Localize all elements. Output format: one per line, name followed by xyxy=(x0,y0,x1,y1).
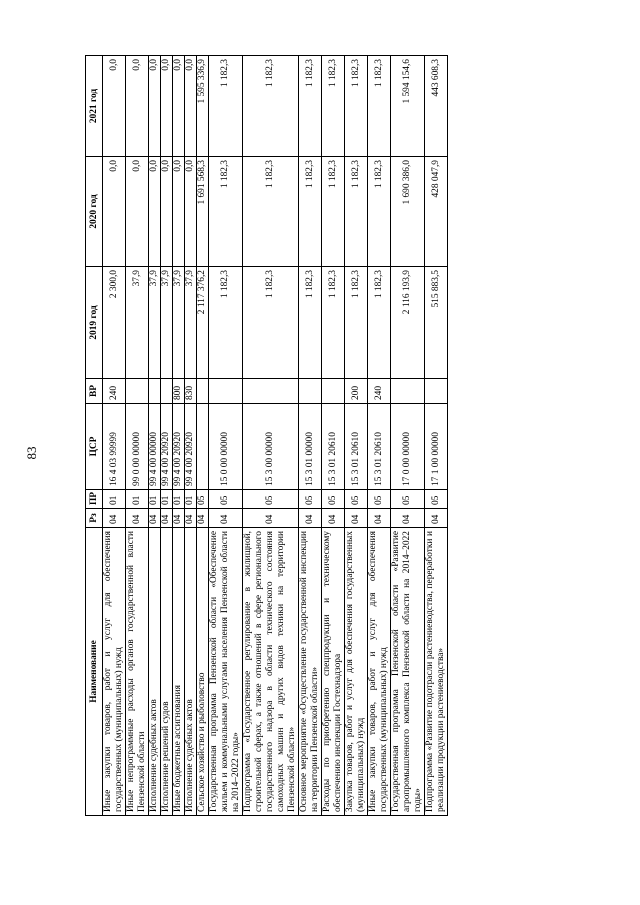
cell-rz: 04 xyxy=(126,509,149,528)
cell-2021: 1 182,3 xyxy=(243,56,299,157)
cell-rz: 04 xyxy=(391,509,425,528)
cell-2020: 1 182,3 xyxy=(368,157,391,267)
cell-pr: 01 xyxy=(126,490,149,509)
cell-name: Сельское хозяйство и рыболовство xyxy=(197,528,209,816)
cell-2021: 0,0 xyxy=(126,56,149,157)
cell-2021: 1 182,3 xyxy=(299,56,322,157)
table-row xyxy=(103,56,126,816)
cell-pr: 05 xyxy=(391,490,425,509)
header-vr: ВР xyxy=(86,379,103,404)
cell-2019: 37,9 xyxy=(161,267,173,379)
cell-2019: 37,9 xyxy=(126,267,149,379)
cell-2020: 1 182,3 xyxy=(345,157,368,267)
cell-pr: 05 xyxy=(209,490,243,509)
cell-rz: 04 xyxy=(425,509,448,528)
cell-2021: 443 608,3 xyxy=(425,56,448,157)
cell-vr: 240 xyxy=(368,379,391,404)
cell-name: Исполнение судебных актов xyxy=(149,528,161,816)
cell-2020: 0,0 xyxy=(173,157,185,267)
cell-pr: 01 xyxy=(173,490,185,509)
cell-vr xyxy=(161,379,173,404)
table-header xyxy=(86,56,103,816)
cell-pr: 01 xyxy=(103,490,126,509)
cell-2020: 428 047,9 xyxy=(425,157,448,267)
cell-name: Подпрограмма «Развитие подотрасли растениеводства, переработки и реализации продукции растениеводства» xyxy=(425,528,448,816)
cell-2020: 0,0 xyxy=(161,157,173,267)
cell-rz: 04 xyxy=(173,509,185,528)
cell-2021: 1 182,3 xyxy=(368,56,391,157)
cell-csr: 15 3 01 20610 xyxy=(322,404,345,490)
cell-pr: 05 xyxy=(197,490,209,509)
cell-2021: 1 594 154,6 xyxy=(391,56,425,157)
cell-vr: 830 xyxy=(185,379,197,404)
cell-vr: 240 xyxy=(103,379,126,404)
cell-2020: 0,0 xyxy=(185,157,197,267)
cell-name: Подпрограмма «Государственное регулирование в жилищной, строительной сферах, а также отношений в сфере регионального государственного надзора в области технического состояния самоходных машин и других видов техники на территории Пензенской области» xyxy=(243,528,299,816)
cell-2021: 0,0 xyxy=(173,56,185,157)
cell-2020: 1 182,3 xyxy=(299,157,322,267)
budget-table xyxy=(85,55,448,816)
cell-pr: 01 xyxy=(185,490,197,509)
table-row xyxy=(391,56,425,816)
cell-2021: 1 182,3 xyxy=(322,56,345,157)
cell-2019: 37,9 xyxy=(149,267,161,379)
cell-2020: 1 182,3 xyxy=(243,157,299,267)
cell-vr xyxy=(425,379,448,404)
cell-csr: 99 4 00 00000 xyxy=(149,404,161,490)
cell-name: Исполнение решений судов xyxy=(161,528,173,816)
table-row xyxy=(299,56,322,816)
cell-2020: 0,0 xyxy=(126,157,149,267)
cell-name: Расходы по приобретению спецпродукции и техническому обеспечению инспекции Гостехнадзора xyxy=(322,528,345,816)
cell-vr xyxy=(243,379,299,404)
cell-rz: 04 xyxy=(322,509,345,528)
rotated-table-container xyxy=(85,56,545,816)
cell-vr xyxy=(391,379,425,404)
table-row xyxy=(322,56,345,816)
cell-csr xyxy=(197,404,209,490)
cell-2019: 1 182,3 xyxy=(322,267,345,379)
cell-pr: 05 xyxy=(322,490,345,509)
cell-pr: 05 xyxy=(345,490,368,509)
header-csr: ЦСР xyxy=(86,404,103,490)
cell-rz: 04 xyxy=(243,509,299,528)
cell-pr: 05 xyxy=(299,490,322,509)
cell-vr xyxy=(126,379,149,404)
cell-2021: 1 182,3 xyxy=(345,56,368,157)
cell-csr: 99 4 00 20920 xyxy=(173,404,185,490)
cell-vr xyxy=(197,379,209,404)
cell-2021: 1 182,3 xyxy=(209,56,243,157)
cell-2019: 37,9 xyxy=(173,267,185,379)
header-rz: Рз xyxy=(86,509,103,528)
cell-csr: 99 4 00 20920 xyxy=(161,404,173,490)
cell-rz: 04 xyxy=(299,509,322,528)
cell-name: Иные непрограммные расходы органов государственной власти Пензенской области xyxy=(126,528,149,816)
cell-csr: 15 3 01 20610 xyxy=(345,404,368,490)
table-body xyxy=(103,56,448,816)
cell-vr: 800 xyxy=(173,379,185,404)
table-row xyxy=(149,56,161,816)
cell-rz: 04 xyxy=(103,509,126,528)
cell-name: Иные бюджетные ассигнования xyxy=(173,528,185,816)
header-2021: 2021 год xyxy=(86,56,103,157)
cell-pr: 05 xyxy=(425,490,448,509)
cell-csr: 15 0 00 00000 xyxy=(209,404,243,490)
cell-name: Государственная программа Пензенской области «Обеспечение жильем и коммунальными услугами населения Пензенской области на 2014–2022 годы» xyxy=(209,528,243,816)
cell-rz: 04 xyxy=(345,509,368,528)
cell-2020: 1 182,3 xyxy=(322,157,345,267)
table-row xyxy=(185,56,197,816)
header-name: Наименование xyxy=(86,528,103,816)
cell-rz: 04 xyxy=(161,509,173,528)
cell-2020: 0,0 xyxy=(103,157,126,267)
cell-rz: 04 xyxy=(209,509,243,528)
cell-2019: 2 300,0 xyxy=(103,267,126,379)
cell-2021: 1 595 336,9 xyxy=(197,56,209,157)
cell-name: Государственная программа Пензенской области «Развитие агропромышленного комплекса Пензенской области на 2014–2022 годы» xyxy=(391,528,425,816)
cell-csr: 15 3 01 00000 xyxy=(299,404,322,490)
cell-2021: 0,0 xyxy=(185,56,197,157)
cell-2021: 0,0 xyxy=(161,56,173,157)
page-number: 83 xyxy=(24,446,39,460)
header-2019: 2019 год xyxy=(86,267,103,379)
cell-2020: 1 182,3 xyxy=(209,157,243,267)
cell-2020: 1 691 568,3 xyxy=(197,157,209,267)
cell-2021: 0,0 xyxy=(103,56,126,157)
table-row xyxy=(126,56,149,816)
cell-2019: 1 182,3 xyxy=(299,267,322,379)
cell-rz: 04 xyxy=(149,509,161,528)
cell-name: Иные закупки товаров, работ и услуг для обеспечения государственных (муниципальных) нужд xyxy=(103,528,126,816)
table-row xyxy=(243,56,299,816)
cell-2019: 1 182,3 xyxy=(345,267,368,379)
cell-rz: 04 xyxy=(368,509,391,528)
cell-2021: 0,0 xyxy=(149,56,161,157)
header-pr: ПР xyxy=(86,490,103,509)
cell-name: Основное мероприятие «Осуществление государственной инспекции на территории Пензенской области» xyxy=(299,528,322,816)
cell-rz: 04 xyxy=(197,509,209,528)
cell-name: Исполнение судебных актов xyxy=(185,528,197,816)
cell-csr: 17 0 00 00000 xyxy=(391,404,425,490)
cell-name: Иные закупки товаров, работ и услуг для обеспечения государственных (муниципальных) нужд xyxy=(368,528,391,816)
table-row xyxy=(197,56,209,816)
cell-pr: 01 xyxy=(149,490,161,509)
cell-csr: 99 4 00 20920 xyxy=(185,404,197,490)
cell-pr: 05 xyxy=(243,490,299,509)
cell-vr xyxy=(149,379,161,404)
cell-2019: 2 116 193,9 xyxy=(391,267,425,379)
cell-2019: 37,9 xyxy=(185,267,197,379)
cell-vr xyxy=(322,379,345,404)
cell-csr: 17 1 00 00000 xyxy=(425,404,448,490)
cell-pr: 05 xyxy=(368,490,391,509)
cell-vr xyxy=(209,379,243,404)
cell-2020: 0,0 xyxy=(149,157,161,267)
table-row xyxy=(368,56,391,816)
cell-csr: 16 4 03 99999 xyxy=(103,404,126,490)
header-2020: 2020 год xyxy=(86,157,103,267)
cell-csr: 15 3 01 20610 xyxy=(368,404,391,490)
table-row xyxy=(173,56,185,816)
table-row xyxy=(209,56,243,816)
table-row xyxy=(425,56,448,816)
cell-2019: 2 117 376,2 xyxy=(197,267,209,379)
table-row xyxy=(345,56,368,816)
header-row xyxy=(86,56,103,816)
cell-rz: 04 xyxy=(185,509,197,528)
cell-2019: 515 883,5 xyxy=(425,267,448,379)
cell-2019: 1 182,3 xyxy=(243,267,299,379)
cell-2019: 1 182,3 xyxy=(368,267,391,379)
cell-vr: 200 xyxy=(345,379,368,404)
cell-csr: 15 3 00 00000 xyxy=(243,404,299,490)
cell-vr xyxy=(299,379,322,404)
cell-name: Закупка товаров, работ и услуг для обеспечения государственных (муниципальных) нужд xyxy=(345,528,368,816)
table-row xyxy=(161,56,173,816)
cell-2020: 1 690 386,0 xyxy=(391,157,425,267)
cell-pr: 01 xyxy=(161,490,173,509)
cell-csr: 99 0 00 00000 xyxy=(126,404,149,490)
cell-2019: 1 182,3 xyxy=(209,267,243,379)
